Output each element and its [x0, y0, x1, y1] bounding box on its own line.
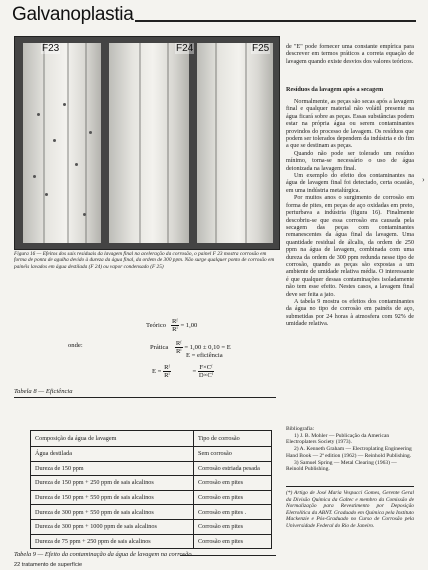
bibliography [286, 426, 414, 473]
table-row [31, 447, 272, 462]
body-text [286, 99, 414, 329]
intro-paragraph [286, 44, 414, 66]
footer-text: 22 tratamento de superfície [14, 562, 83, 568]
fraction [198, 364, 214, 379]
bibliography-title: Bibliografia: [286, 426, 315, 432]
denominator: Rⁱ [172, 326, 178, 333]
panel-f24 [109, 43, 189, 243]
denominator: Rⁱ [176, 348, 182, 355]
table-row [31, 490, 272, 505]
formula-teorico-result: = 1,00 [180, 322, 198, 330]
panel-f23 [23, 43, 101, 243]
paragraph: Quando não pode ser tolerado um resíduo mínimo, torna-se necessário o uso de água deionizada na lavagem final. [286, 150, 414, 172]
table8-label: Tabela 8 — Eficiência [14, 388, 73, 395]
denominator: D×Cⁱ [198, 372, 213, 379]
table-cell: Corrosão em pites . [194, 505, 272, 520]
formula-equals: = [192, 368, 197, 376]
formula-onde: onde: [68, 342, 83, 349]
fraction [163, 364, 171, 379]
paragraph: de "E" pode fornecer uma constante empírica para descrever em termos práticos a correta equação de lavagem quando existe desvios dos valores teóricos. [286, 44, 414, 65]
corrosion-panels-photo [14, 36, 280, 250]
table-cell: Dureza de 150 ppm + 550 ppm de sais alcalinos [31, 490, 194, 505]
table-row [31, 505, 272, 520]
table-cell: Corrosão estriada pesada [194, 461, 272, 476]
bibliography-item: 3) Samuel Spring — Metal Clearing (1963) — Reinold Publishing. [286, 459, 397, 473]
table-row [31, 461, 272, 476]
bibliography-item: 1) J. B. Mohler — Publicação da American Electroplaters Society (1973). [286, 432, 390, 446]
numerator: Rᶠ [175, 340, 182, 347]
formula-e-lhs: E = [152, 368, 162, 376]
fraction [175, 340, 183, 355]
panel-label-f24: F24 [176, 43, 194, 54]
figure-caption: Figura 16 — Efeitos dos sais residuais da lavagem final na aceleração da corrosão, o painel F 23 mostra corrosão em forma de ponta de agulha devido à dureza da água final, da ordem de 300 ppm. Não surge qualquer ponto de corrosão em painéis lavados em água destilada (F 24) ou vapor condensado (F 25) [14, 251, 275, 270]
table-cell: Água destilada [31, 447, 194, 462]
panel-f25 [197, 43, 273, 243]
paragraph: Normalmente, as peças são secas após a lavagem final e qualquer material não volátil presente na água ficará sobre as peças. Essas substâncias podem estar na própria água ou serem contaminantes provindos do processo de lavagem. Os resíduos que podem ser tolerados dependem da indústria e do fim a que se destinam as peças. [286, 99, 414, 150]
header-rule [135, 20, 416, 22]
table-cell: Sem corrosão [194, 447, 272, 462]
numerator: F×Cᶠ [199, 364, 213, 371]
denominator: Rⁱ [164, 372, 170, 379]
table-row [31, 476, 272, 491]
table-row [31, 519, 272, 534]
table-cell: Dureza de 300 ppm + 550 ppm de sais alcalinos [31, 505, 194, 520]
paragraph: Um exemplo do efeito dos contaminantes na água de lavagem final foi detectado, certa ocasião, em uma indústria metalúrgica. [286, 173, 414, 194]
table-cell: Dureza de 150 ppm [31, 461, 194, 476]
formula-e-definition: E = eficiência [186, 352, 223, 359]
formula-pratica-result: = 1,00 ± 0,10 = E [184, 344, 231, 352]
table-cell: Corrosão em pites [194, 519, 272, 534]
table9-rule [180, 555, 276, 556]
panel-label-f25: F25 [252, 43, 270, 54]
table-header-row [31, 431, 272, 447]
table-row [31, 534, 272, 549]
panel-label-f23: F23 [42, 43, 60, 54]
formula-teorico-label: Teórico [146, 322, 167, 330]
formula-teorico [146, 318, 197, 333]
paragraph: A tabela 9 mostra os efeitos dos contaminantes da água no tipo de corrosão em painéis de aço, submetidas por 24 horas à atmosfera com 92% de umidade relativa. [286, 298, 414, 328]
scan-mark: › [422, 175, 425, 184]
fraction [171, 318, 179, 333]
subheading: Resíduos da lavagem após a secagem [286, 86, 384, 93]
paragraph: Por muitos anos o surgimento de corrosão em forma de pites, em peças de aço oxidadas em preto, perturbava a indústria (figura 16). Finalmente descobriu-se que essa corrosão era causada pela secagem das peças com contaminantes remanescentes da água final da lavagem. Uma quantidade residual de álcalis, da ordem de 250 ppm na água de lavagem, combinada com uma dureza da ordem de 300 ppm redunda nesse tipo de corrosão, quando as peças são expostas a um ambiente de umidade relativa média. O interessante é que qualquer dessas contaminações isoladamente não tem esse efeito. Nestes casos, a lavagem final deve ser feita a jato. [286, 195, 414, 298]
table-cell: Corrosão em pites [194, 476, 272, 491]
table-cell: Corrosão em pites [194, 534, 272, 549]
header-cell: Composição da água de lavagem [31, 431, 194, 447]
table-cell: Dureza de 75 ppm + 250 ppm de sais alcalinos [31, 534, 194, 549]
author-note-rule [286, 486, 414, 487]
table-cell: Corrosão em pites [194, 490, 272, 505]
section-title: Galvanoplastia [12, 4, 134, 25]
table9-caption: Tabela 9 — Efeito da contaminação da água de lavagem na corrosão [14, 551, 192, 558]
header-cell: Tipo de corrosão [194, 431, 272, 447]
bibliography-item: 2) A. Kenneth Graham — Electroplating Engineering Hand Book — 2ª edition (1962) — Reinhold Publishing. [286, 446, 412, 459]
table-cell: Dureza de 300 ppm + 1000 ppm de sais alcalinos [31, 519, 194, 534]
numerator: Rᶠ [164, 364, 170, 371]
formula-efficiency [152, 364, 214, 379]
formula-pratica-label: Prática [150, 344, 169, 352]
corrosion-table [30, 430, 272, 549]
page-header [12, 4, 416, 30]
table8-rule [14, 397, 276, 398]
author-note: (*) Artigo de José Maria Vespucci Gomes, Gerente Geral da Divisão Química da Galtec e membro da Comissão de Normalização para Revestimento por Deposição Eletrolítica da ABNT. Graduado em Química pela Instituto Mackenzie e Pós-Graduado no Curso de Corrosão pela Universidade Federal do Rio de Janeiro. [286, 490, 414, 529]
table-cell: Dureza de 150 ppm + 250 ppm de sais alcalinos [31, 476, 194, 491]
numerator: Rᶠ [172, 318, 178, 325]
